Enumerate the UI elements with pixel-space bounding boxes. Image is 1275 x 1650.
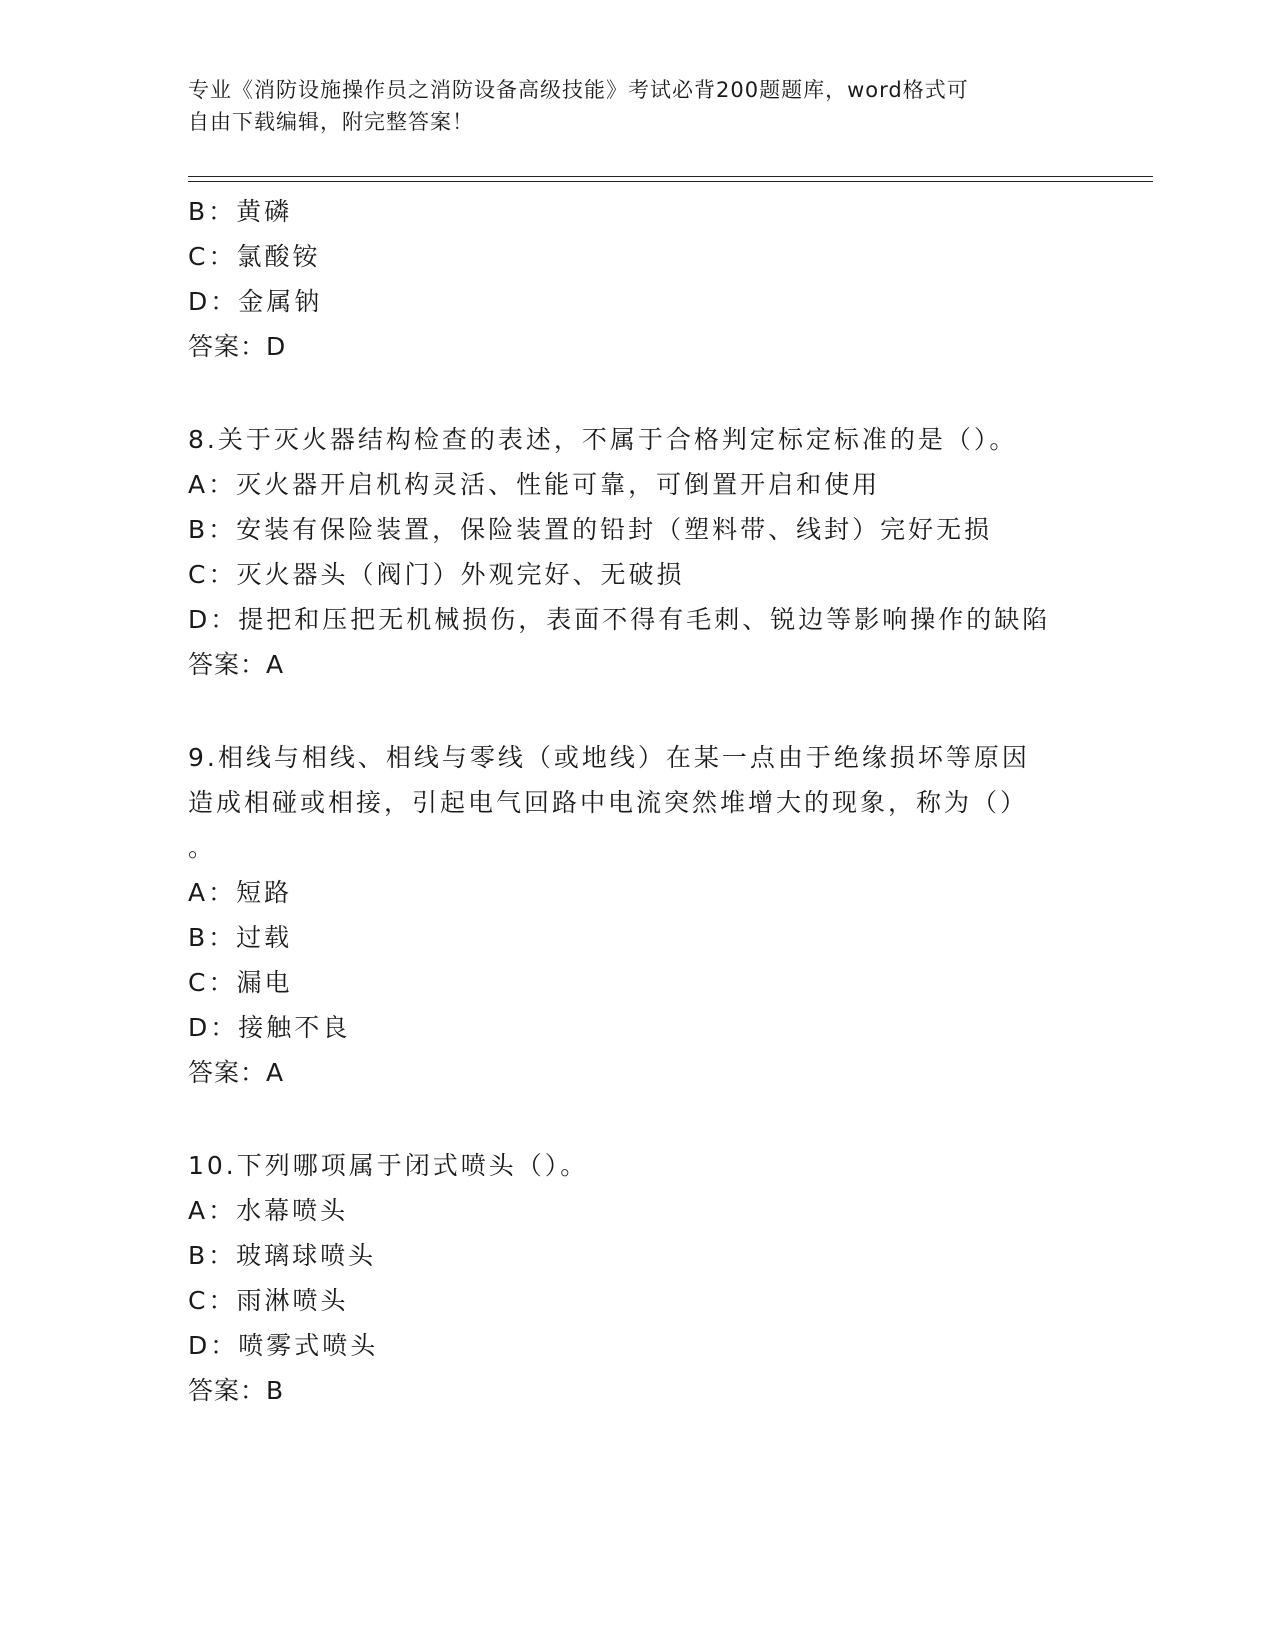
question-stem: 10.下列哪项属于闭式喷头（）。 bbox=[188, 1151, 589, 1180]
question-8 bbox=[188, 417, 1088, 687]
header-title-line-2: 自由下载编辑，附完整答案！ bbox=[188, 110, 474, 134]
header-divider bbox=[188, 176, 1153, 182]
option-c: C：漏电 bbox=[188, 968, 293, 997]
option-d: D：喷雾式喷头 bbox=[188, 1331, 379, 1360]
question-7 bbox=[188, 189, 1088, 369]
question-10 bbox=[188, 1143, 1088, 1413]
spacer bbox=[188, 687, 1088, 735]
option-a: A：水幕喷头 bbox=[188, 1196, 349, 1225]
question-9 bbox=[188, 735, 1088, 1095]
document-body bbox=[188, 189, 1088, 1413]
option-d: D：接触不良 bbox=[188, 1013, 351, 1042]
option-a: A：短路 bbox=[188, 878, 293, 907]
option-c: C：氯酸铵 bbox=[188, 242, 321, 271]
header-title-line-1: 专业《消防设施操作员之消防设备高级技能》考试必背200题题库，word格式可 bbox=[188, 78, 969, 102]
question-stem-line-3: 。 bbox=[188, 833, 217, 862]
answer: 答案：A bbox=[188, 1058, 285, 1087]
option-b: B：黄磷 bbox=[188, 197, 293, 226]
option-c: C：灭火器头（阀门）外观完好、无破损 bbox=[188, 560, 685, 589]
question-stem: 8.关于灭火器结构检查的表述，不属于合格判定标定标准的是（）。 bbox=[188, 425, 1018, 454]
spacer bbox=[188, 1095, 1088, 1143]
option-b: B：安装有保险装置，保险装置的铅封（塑料带、线封）完好无损 bbox=[188, 515, 993, 544]
option-b: B：过载 bbox=[188, 923, 293, 952]
option-d: D：提把和压把无机械损伤，表面不得有毛刺、锐边等影响操作的缺陷 bbox=[188, 605, 1051, 634]
question-stem-line-2: 造成相碰或相接，引起电气回路中电流突然堆增大的现象，称为（） bbox=[188, 788, 1029, 817]
option-a: A：灭火器开启机构灵活、性能可靠，可倒置开启和使用 bbox=[188, 470, 881, 499]
document-header bbox=[188, 74, 1068, 138]
spacer bbox=[188, 369, 1088, 417]
answer: 答案：A bbox=[188, 650, 285, 679]
option-d: D：金属钠 bbox=[188, 287, 323, 316]
question-stem-line-1: 9.相线与相线、相线与零线（或地线）在某一点由于绝缘损坏等原因 bbox=[188, 743, 1030, 772]
answer: 答案：B bbox=[188, 1376, 285, 1405]
answer: 答案：D bbox=[188, 332, 287, 361]
option-b: B：玻璃球喷头 bbox=[188, 1241, 377, 1270]
option-c: C：雨淋喷头 bbox=[188, 1286, 349, 1315]
